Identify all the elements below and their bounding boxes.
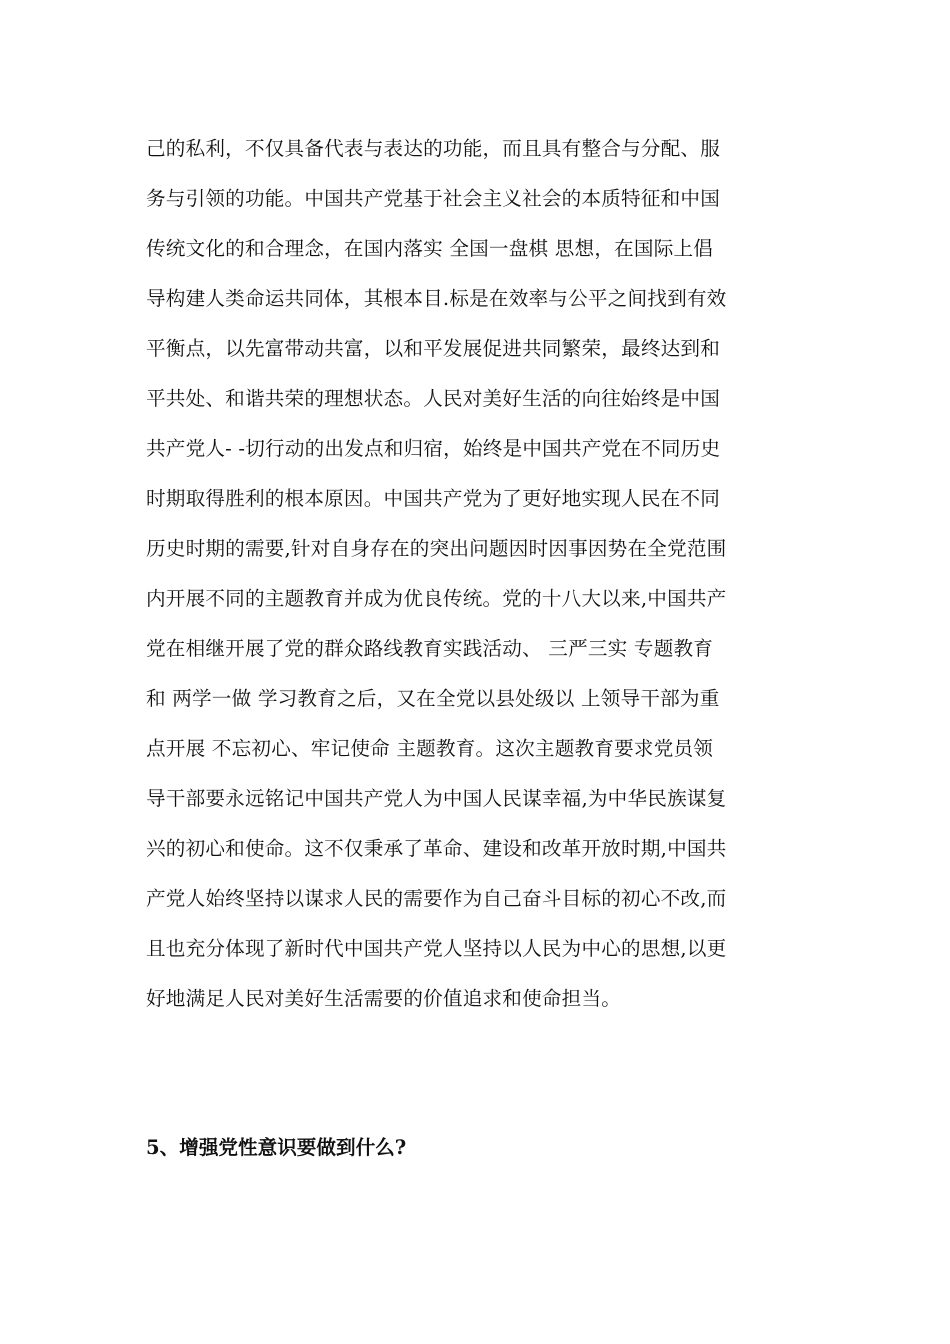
text-line: 传统文化的和合理念，在国内落实 全国一盘棋 思想，在国际上倡 [146,237,714,260]
text-line: 产党人始终坚持以谋求人民的需要作为自己奋斗目标的初心不改,而 [146,887,727,910]
text-line: 兴的初心和使命。这不仅秉承了革命、建设和改革开放时期,中国共 [146,837,727,860]
text-line: 党在相继开展了党的群众路线教育实践活动、 三严三实 专题教育 [146,637,714,660]
text-line: 己的私利，不仅具备代表与表达的功能，而且具有整合与分配、服 [146,137,721,160]
text-line: 导构建人类命运共同体，其根本目.标是在效率与公平之间找到有效 [146,287,727,310]
text-line: 务与引领的功能。中国共产党基于社会主义社会的本质特征和中国 [146,187,721,210]
text-line: 导干部要永远铭记中国共产党人为中国人民谋幸福,为中华民族谋复 [146,787,727,810]
text-line: 平共处、和谐共荣的理想状态。人民对美好生活的向往始终是中国 [146,387,721,410]
text-line: 内开展不同的主题教育并成为优良传统。党的十八大以来,中国共产 [146,587,727,610]
text-line: 时期取得胜利的根本原因。中国共产党为了更好地实现人民在不同 [146,487,721,510]
text-line: 和 两学一做 学习教育之后，又在全党以县处级以 上领导干部为重 [146,687,720,710]
text-line: 且也充分体现了新时代中国共产党人坚持以人民为中心的思想,以更 [146,937,727,960]
text-line: 平衡点，以先富带动共富，以和平发展促进共同繁荣，最终达到和 [146,337,721,360]
text-line: 共产党人- -切行动的出发点和归宿，始终是中国共产党在不同历史 [146,437,721,460]
body-paragraph [146,131,826,1031]
text-line: 历史时期的需要,针对自身存在的突出问题因时因事因势在全党范围 [146,537,727,560]
text-line: 点开展 不忘初心、牢记使命 主题教育。这次主题教育要求党员领 [146,737,714,760]
text-line: 好地满足人民对美好生活需要的价值追求和使命担当。 [146,987,622,1010]
section-heading: 5、增强党性意识要做到什么? [146,1136,407,1159]
